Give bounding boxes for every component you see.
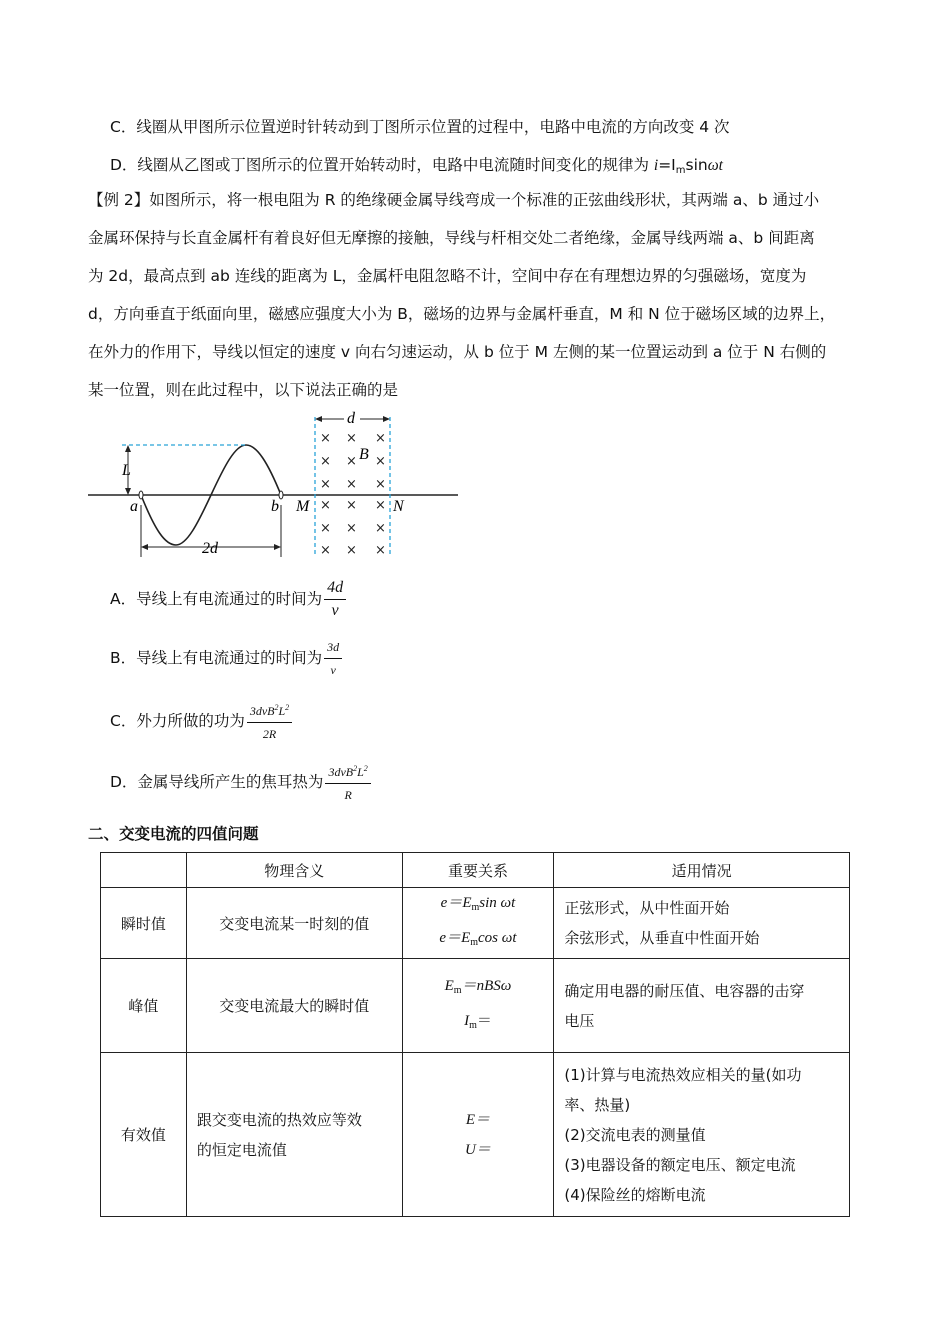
svg-text:×: × xyxy=(375,454,386,469)
example2-line-6: 某一位置，则在此过程中，以下说法正确的是 xyxy=(88,381,399,399)
label-a: a xyxy=(130,498,138,515)
choice-a xyxy=(110,579,346,619)
choice-b-text: B．导线上有电流通过的时间为 xyxy=(110,649,323,667)
row-relation: E＝ U＝ xyxy=(402,1053,554,1217)
svg-text:×: × xyxy=(346,454,357,469)
choice-d-fraction: $\frac{3dvB^2L^2}{R}$ xyxy=(325,759,370,805)
table-header-row xyxy=(101,853,850,888)
row-relation: $e=E_m\sin$ ωt $e=E_m\cos$ ωt xyxy=(402,888,554,959)
formula-eq: =I xyxy=(658,156,676,174)
svg-text:×: × xyxy=(320,431,331,446)
svg-text:×: × xyxy=(375,477,386,492)
svg-text:×: × xyxy=(375,521,386,536)
row-name: 峰值 xyxy=(101,959,187,1053)
header-meaning: 物理含义 xyxy=(186,853,402,888)
header-usage: 适用情况 xyxy=(554,853,850,888)
sine-wire-magnetic-field-diagram xyxy=(80,405,470,565)
svg-text:×: × xyxy=(346,543,357,558)
choice-c-fraction: $\frac{3dvB^2L^2}{2R}$ xyxy=(247,698,292,744)
four-values-table xyxy=(100,852,850,1217)
row-usage: (1)计算与电流热效应相关的量(如功 率、热量) (2)交流电表的测量值 (3)电器设备的额定电压、额定电流 (4)保险丝的熔断电流 xyxy=(554,1053,850,1217)
table-row-effective xyxy=(101,1053,850,1217)
label-L: L xyxy=(122,462,131,479)
example2-line-4: d，方向垂直于纸面向里，磁感应强度大小为 B，磁场的边界与金属杆垂直，M 和 N 位于磁场区域的边界上， xyxy=(88,305,836,323)
svg-text:×: × xyxy=(320,477,331,492)
choice-d-text: D．金属导线所产生的焦耳热为 xyxy=(110,773,324,791)
row-meaning: 交变电流最大的瞬时值 xyxy=(186,959,402,1053)
formula-sin: sin xyxy=(685,156,708,174)
option-d-text: D．线圈从乙图或丁图所示的位置开始转动时，电路中电流随时间变化的规律为 xyxy=(110,156,654,174)
svg-text:×: × xyxy=(375,543,386,558)
example2-line-2: 金属环保持与长直金属杆有着良好但无摩擦的接触，导线与杆相交处二者绝缘，金属导线两端 a、b 间距离 xyxy=(88,229,815,247)
row-usage: 确定用电器的耐压值、电容器的击穿 电压 xyxy=(554,959,850,1053)
label-b: b xyxy=(271,498,279,515)
header-relation: 重要关系 xyxy=(402,853,554,888)
choice-c xyxy=(110,701,292,741)
row-name: 有效值 xyxy=(101,1053,187,1217)
svg-text:×: × xyxy=(346,521,357,536)
choice-a-text: A．导线上有电流通过的时间为 xyxy=(110,590,323,608)
formula-sub: m xyxy=(675,165,686,176)
choice-b xyxy=(110,640,342,676)
example2-line-1: 【例 2】如图所示，将一根电阻为 R 的绝缘硬金属导线弯成一个标准的正弦曲线形状，其两端 a、b 通过小 xyxy=(88,191,820,209)
svg-text:×: × xyxy=(320,543,331,558)
table-row-instant xyxy=(101,888,850,959)
option-d-top xyxy=(110,155,723,181)
svg-text:×: × xyxy=(375,498,386,513)
section-heading: 二、交变电流的四值问题 xyxy=(88,825,259,843)
formula-i: i xyxy=(653,157,659,174)
choice-a-fraction: $\frac{4d}{v}$ xyxy=(324,578,346,621)
header-empty xyxy=(101,853,187,888)
svg-text:×: × xyxy=(320,454,331,469)
row-relation: $E_m=nBS\omega$ $I_m=$ xyxy=(402,959,554,1053)
formula-wt: ωt xyxy=(707,157,723,174)
label-B: B xyxy=(359,446,369,463)
label-d: d xyxy=(347,410,355,427)
option-c-top: C．线圈从甲图所示位置逆时针转动到丁图所示位置的过程中，电路中电流的方向改变 4 次 xyxy=(110,118,730,136)
ring-b xyxy=(279,491,283,499)
svg-text:×: × xyxy=(320,521,331,536)
label-2d: 2d xyxy=(202,540,218,557)
row-name: 瞬时值 xyxy=(101,888,187,959)
svg-text:×: × xyxy=(346,498,357,513)
svg-text:×: × xyxy=(375,431,386,446)
table-row-peak xyxy=(101,959,850,1053)
label-M: M xyxy=(296,498,310,515)
ring-a xyxy=(139,491,143,499)
svg-text:×: × xyxy=(346,477,357,492)
choice-c-text: C．外力所做的功为 xyxy=(110,712,245,730)
row-meaning: 跟交变电流的热效应等效 的恒定电流值 xyxy=(186,1053,402,1217)
svg-text:×: × xyxy=(320,498,331,513)
choice-b-fraction: $\frac{3d}{v}$ xyxy=(324,637,342,680)
svg-text:×: × xyxy=(346,431,357,446)
example2-line-5: 在外力的作用下，导线以恒定的速度 v 向右匀速运动，从 b 位于 M 左侧的某一位置运动到 a 位于 N 右侧的 xyxy=(88,343,827,361)
label-N: N xyxy=(393,498,404,515)
example2-line-3: 为 2d，最高点到 ab 连线的距离为 L，金属杆电阻忽略不计，空间中存在有理想边界的匀强磁场，宽度为 xyxy=(88,267,807,285)
choice-d xyxy=(110,762,371,802)
row-meaning: 交变电流某一时刻的值 xyxy=(186,888,402,959)
row-usage: 正弦形式，从中性面开始 余弦形式，从垂直中性面开始 xyxy=(554,888,850,959)
